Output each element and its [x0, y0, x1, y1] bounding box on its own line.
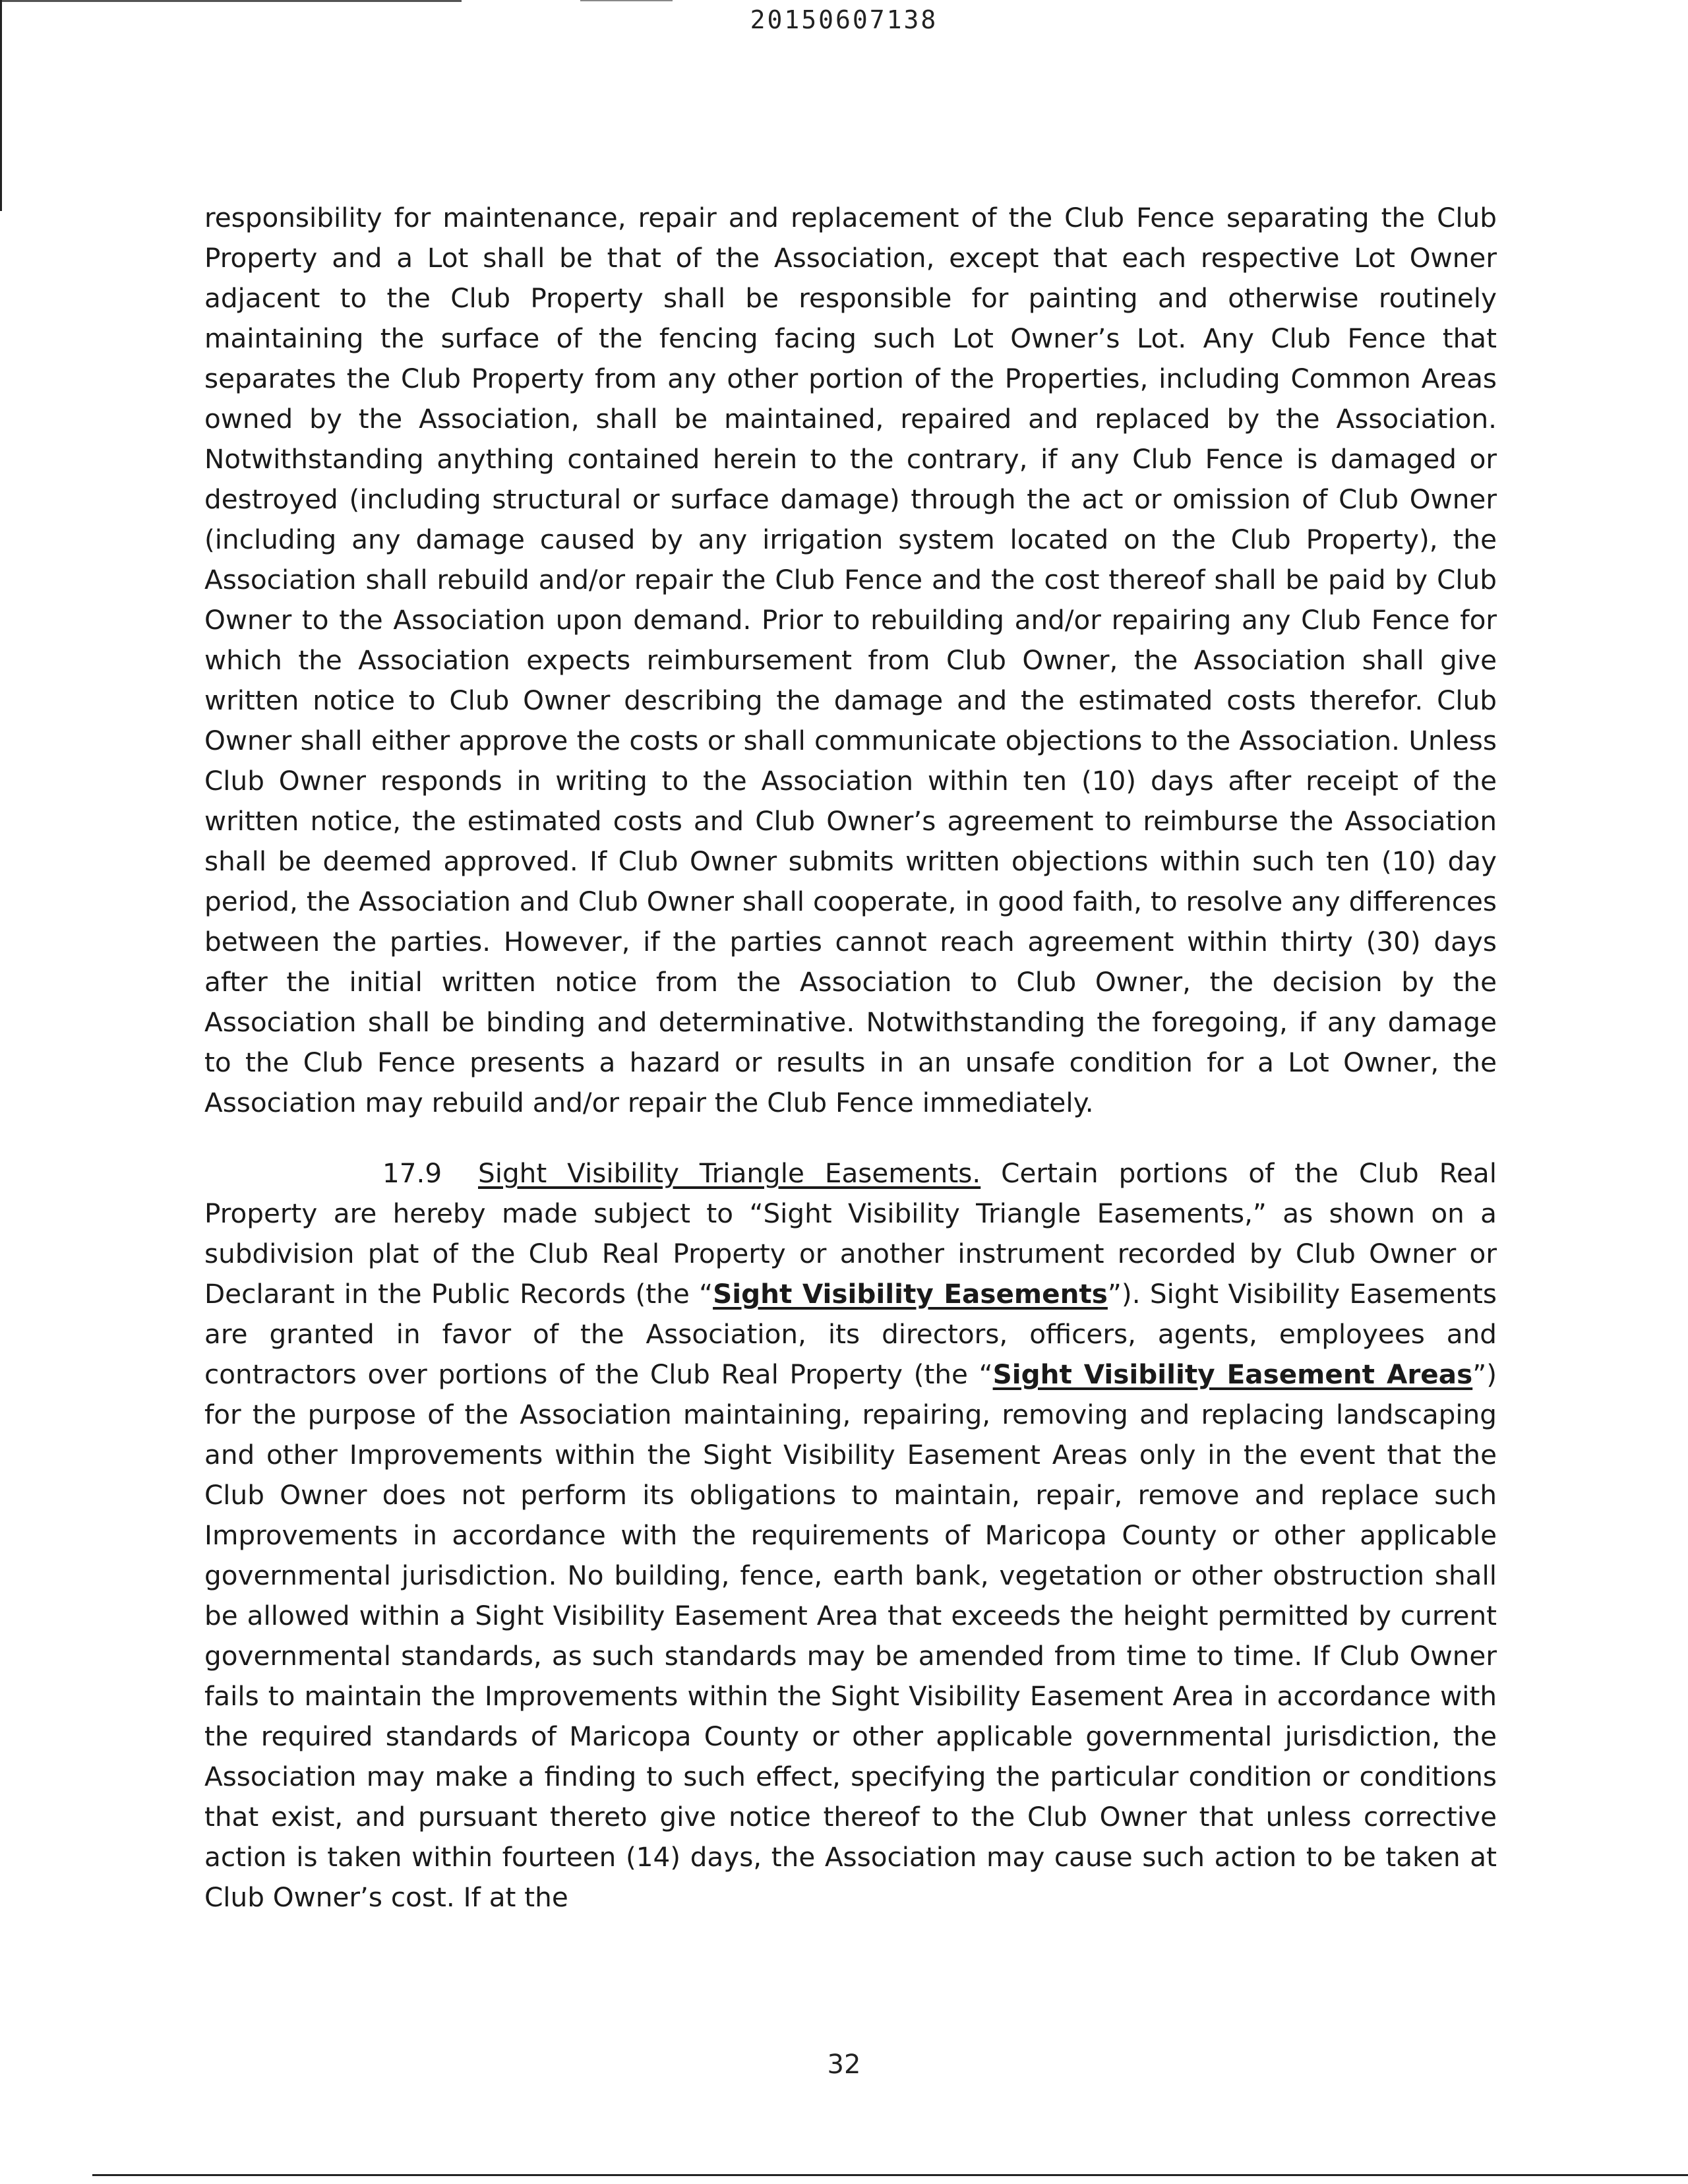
scan-top-mark [580, 0, 673, 1]
section-text-a: Certain portions of the Club Real Property are hereby made subject to “Sight Visibility Triangle Easements,” as shown on a subdivision plat of the Club Real Property or another instrument recorded by Club Owner or Declarant in the Public Records (the “ [204, 1157, 1497, 1310]
section-text-b: ”). Sight Visibility Easements are granted in favor of the Association, its directors, officers, agents, employees and contractors over portions of the Club Real Property (the “ [204, 1278, 1497, 1390]
section-number: 17.9 [382, 1157, 442, 1189]
document-number: 20150607138 [750, 5, 938, 34]
scan-bottom-rule [92, 2174, 1688, 2176]
page-body [204, 198, 1497, 1918]
paragraph-sight-visibility [204, 1153, 1497, 1918]
paragraph-club-fence: responsibility for maintenance, repair and replacement of the Club Fence separating the Club Property and a Lot shall be that of the Association, except that each respective Lot Owner adjacent to the Club Property shall be responsible for painting and otherwise routinely maintaining the surface of the fencing facing such Lot Owner’s Lot. Any Club Fence that separates the Club Property from any other portion of the Properties, including Common Areas owned by the Association, shall be maintained, repaired and replaced by the Association. Notwithstanding anything contained herein to the contrary, if any Club Fence is damaged or destroyed (including structural or surface damage) through the act or omission of Club Owner (including any damage caused by any irrigation system located on the Club Property), the Association shall rebuild and/or repair the Club Fence and the cost thereof shall be paid by Club Owner to the Association upon demand. Prior to rebuilding and/or repairing any Club Fence for which the Association expects reimbursement from Club Owner, the Association shall give written notice to Club Owner describing the damage and the estimated costs therefor. Club Owner shall either approve the costs or shall communicate objections to the Association. Unless Club Owner responds in writing to the Association within ten (10) days after receipt of the written notice, the estimated costs and Club Owner’s agreement to reimburse the Association shall be deemed approved. If Club Owner submits written objections within such ten (10) day period, the Association and Club Owner shall cooperate, in good faith, to resolve any differences between the parties. However, if the parties cannot reach agreement within thirty (30) days after the initial written notice from the Association to Club Owner, the decision by the Association shall be binding and determinative. Notwithstanding the foregoing, if any damage to the Club Fence presents a hazard or results in an unsafe condition for a Lot Owner, the Association may rebuild and/or repair the Club Fence immediately. [204, 202, 1497, 1118]
section-text-c: ”) for the purpose of the Association maintaining, repairing, removing and replacing landscaping and other Improvements within the Sight Visibility Easement Areas only in the event that the Club Owner does not perform its obligations to maintain, repair, remove and replace such Improvements in accordance with the requirements of Maricopa County or other applicable governmental jurisdiction. No building, fence, earth bank, vegetation or other obstruction shall be allowed within a Sight Visibility Easement Area that exceeds the height permitted by current governmental standards, as such standards may be amended from time to time. If Club Owner fails to maintain the Improvements within the Sight Visibility Easement Area in accordance with the required standards of Maricopa County or other applicable governmental jurisdiction, the Association may make a finding to such effect, specifying the particular condition or conditions that exist, and pursuant thereto give notice thereof to the Club Owner that unless corrective action is taken within fourteen (14) days, the Association may cause such action to be taken at Club Owner’s cost. If at the [204, 1358, 1497, 1913]
page-number: 32 [827, 2049, 861, 2080]
defined-term-sight-visibility-easement-areas: Sight Visibility Easement Areas [992, 1358, 1473, 1390]
defined-term-sight-visibility-easements: Sight Visibility Easements [713, 1278, 1108, 1310]
section-title: Sight Visibility Triangle Easements. [478, 1157, 981, 1189]
scan-top-rule [0, 0, 462, 2]
